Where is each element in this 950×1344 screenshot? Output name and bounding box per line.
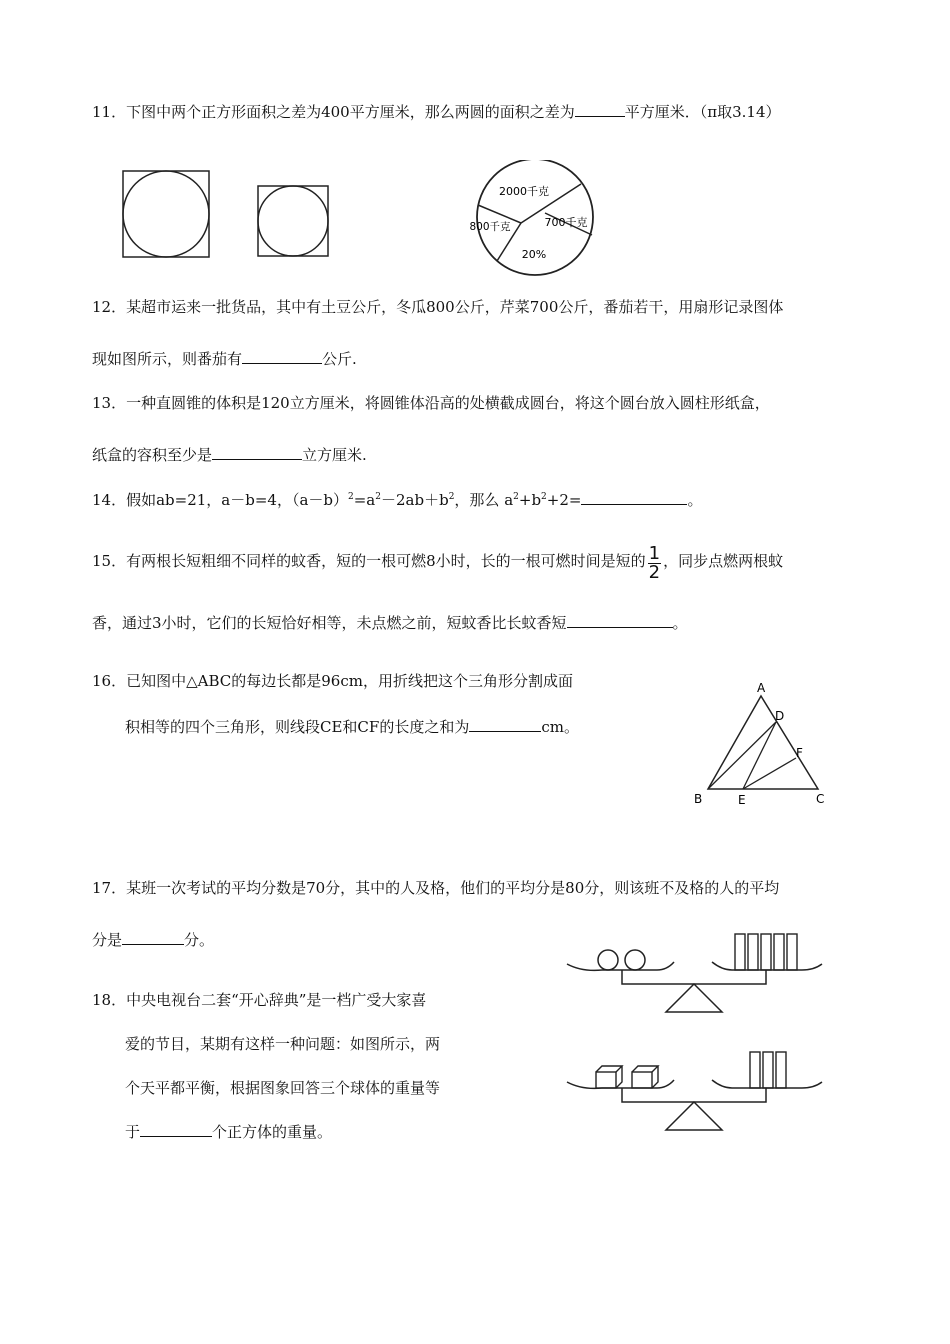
q17-line2	[92, 930, 214, 950]
q18-line3	[125, 1078, 440, 1098]
q12-answer-blank[interactable]	[242, 349, 322, 364]
q18-answer-blank[interactable]	[140, 1122, 212, 1137]
bottom-fulcrum	[666, 1102, 722, 1130]
top-cylinder-4	[774, 934, 784, 970]
top-left-pan	[567, 962, 674, 970]
pie-label-right: 700千克	[544, 216, 588, 229]
q14-sup-5: 2	[541, 492, 547, 502]
balance-bottom	[567, 1052, 822, 1130]
q13-number: 13．	[92, 394, 127, 412]
q11-answer-blank[interactable]	[575, 102, 625, 117]
label-c: C	[816, 792, 825, 806]
q15-text-1a: 有两根长短粗细不同样的蚊香，短的一根可燃8小时，长的一根可燃时间是短的	[126, 552, 646, 570]
q14-answer-blank[interactable]	[581, 490, 687, 505]
small-circle	[258, 186, 328, 256]
q14-text-d: ，那么 a	[454, 491, 514, 509]
q16-line1	[92, 671, 573, 691]
q17-text-2a: 分是	[92, 931, 123, 949]
pie-figure	[458, 160, 618, 280]
q15-line2	[92, 613, 688, 633]
q17-text-1: 某班一次考试的平均分数是70分，其中的人及格，他们的平均分是80分，则该班不及格的人的平均	[126, 879, 780, 897]
q15-frac-num: 1	[648, 543, 661, 564]
q18-text-4a: 于	[125, 1123, 141, 1141]
q15-fraction	[648, 545, 661, 582]
top-fulcrum	[666, 984, 722, 1012]
bottom-cube-1	[596, 1066, 622, 1088]
q13-text-2b: 立方厘米.	[302, 446, 367, 464]
q13-text-2a: 纸盒的容积至少是	[92, 446, 213, 464]
squares-circles-figure	[115, 165, 345, 265]
large-circle	[123, 171, 209, 257]
q16-answer-blank[interactable]	[469, 717, 541, 732]
top-cylinder-5	[787, 934, 797, 970]
q12-number: 12．	[92, 298, 127, 316]
q13-text-1: 一种直圆锥的体积是120立方厘米，将圆锥体沿高的处横截成圆台，将这个圆台放入圆柱形纸盒，	[126, 394, 770, 412]
top-ball-2	[625, 950, 645, 970]
bottom-cube-2	[632, 1066, 658, 1088]
q14-text-e: +b	[518, 491, 542, 509]
q13-line1	[92, 393, 770, 413]
q11-text-a: 下图中两个正方形面积之差为400平方厘米，那么两圆的面积之差为	[126, 103, 575, 121]
q17-text-2b: 分。	[184, 931, 215, 949]
triangle-abc	[708, 696, 818, 789]
top-cylinder-2	[748, 934, 758, 970]
triangle-figure	[688, 678, 838, 813]
q12-text-2a: 现如图所示，则番茄有	[92, 350, 243, 368]
top-cylinder-3	[761, 934, 771, 970]
pie-label-bottom: 20%	[521, 248, 547, 261]
top-ball-1	[598, 950, 618, 970]
q14-text-c: －2ab＋b	[380, 491, 449, 509]
bottom-beam	[622, 1088, 766, 1102]
q18-line1	[92, 990, 426, 1010]
label-a: A	[757, 681, 766, 695]
q14-sup-1: 2	[348, 492, 354, 502]
q14-text-g: 。	[687, 491, 703, 509]
q11-number: 11．	[92, 103, 127, 121]
q18-text-4b: 个正方体的重量。	[212, 1123, 333, 1141]
q14-text-a: 假如ab=21，a－b=4，（a－b）	[126, 491, 348, 509]
q17-line1	[92, 878, 779, 898]
q13-answer-blank[interactable]	[212, 445, 302, 460]
q12-text-2b: 公斤.	[322, 350, 357, 368]
q14-text-b: =a	[353, 491, 376, 509]
label-e: E	[738, 793, 746, 807]
q14-number: 14．	[92, 491, 127, 509]
q18-text-2: 爱的节目，某期有这样一种问题：如图所示，两	[125, 1035, 441, 1053]
bottom-cylinder-2	[763, 1052, 773, 1088]
q11-line	[92, 102, 781, 122]
q16-text-2b: cm。	[541, 718, 579, 736]
q18-text-1: 中央电视台二套“开心辞典”是一档广受大家喜	[126, 991, 427, 1009]
top-right-pan	[712, 962, 822, 970]
top-beam	[622, 970, 766, 984]
q15-answer-blank[interactable]	[567, 613, 673, 628]
label-d: D	[775, 709, 785, 723]
q16-line2	[125, 717, 579, 737]
label-f: F	[796, 746, 803, 760]
bottom-cylinder-1	[750, 1052, 760, 1088]
q14-sup-3: 2	[448, 492, 455, 502]
balance-figures	[562, 922, 832, 1137]
q18-line2	[125, 1034, 440, 1054]
q17-answer-blank[interactable]	[122, 930, 184, 945]
q14-line	[92, 490, 702, 510]
q14-text-f: +2=	[546, 491, 582, 509]
q13-line2	[92, 445, 367, 465]
q15-text-2b: 。	[672, 614, 688, 632]
bottom-right-pan	[712, 1080, 822, 1088]
q11-text-b: 平方厘米．（π取3.14）	[624, 103, 781, 121]
q18-text-3: 个天平都平衡，根据图象回答三个球体的重量等	[125, 1079, 441, 1097]
q18-line4	[125, 1122, 332, 1142]
q14-sup-4: 2	[513, 492, 519, 502]
balance-top	[567, 934, 822, 1012]
q14-sup-2: 2	[375, 492, 381, 502]
q12-line2	[92, 349, 357, 369]
q12-text-1: 某超市运来一批货品，其中有土豆公斤，冬瓜800公斤，芹菜700公斤，番茄若干，用扇形记录图体	[126, 298, 784, 316]
q17-number: 17．	[92, 879, 127, 897]
q16-text-1: 已知图中△ABC的每边长都是96cm，用折线把这个三角形分割成面	[126, 672, 573, 690]
q16-number: 16．	[92, 672, 127, 690]
top-cylinder-1	[735, 934, 745, 970]
bottom-cylinder-3	[776, 1052, 786, 1088]
q15-frac-den: 2	[648, 562, 661, 583]
q12-line1	[92, 297, 783, 317]
q18-number: 18．	[92, 991, 127, 1009]
pie-label-left: 800千克	[469, 221, 511, 233]
q16-text-2a: 积相等的四个三角形，则线段CE和CF的长度之和为	[125, 718, 470, 736]
q15-text-1b: ，同步点燃两根蚊	[663, 552, 784, 570]
pie-label-top: 2000千克	[499, 185, 549, 198]
q15-text-2a: 香，通过3小时，它们的长短恰好相等，未点燃之前，短蚊香比长蚊香短	[92, 614, 567, 632]
q15-number: 15．	[92, 552, 127, 570]
q15-line1	[92, 545, 783, 582]
label-b: B	[694, 792, 703, 806]
segment-db	[708, 722, 776, 789]
